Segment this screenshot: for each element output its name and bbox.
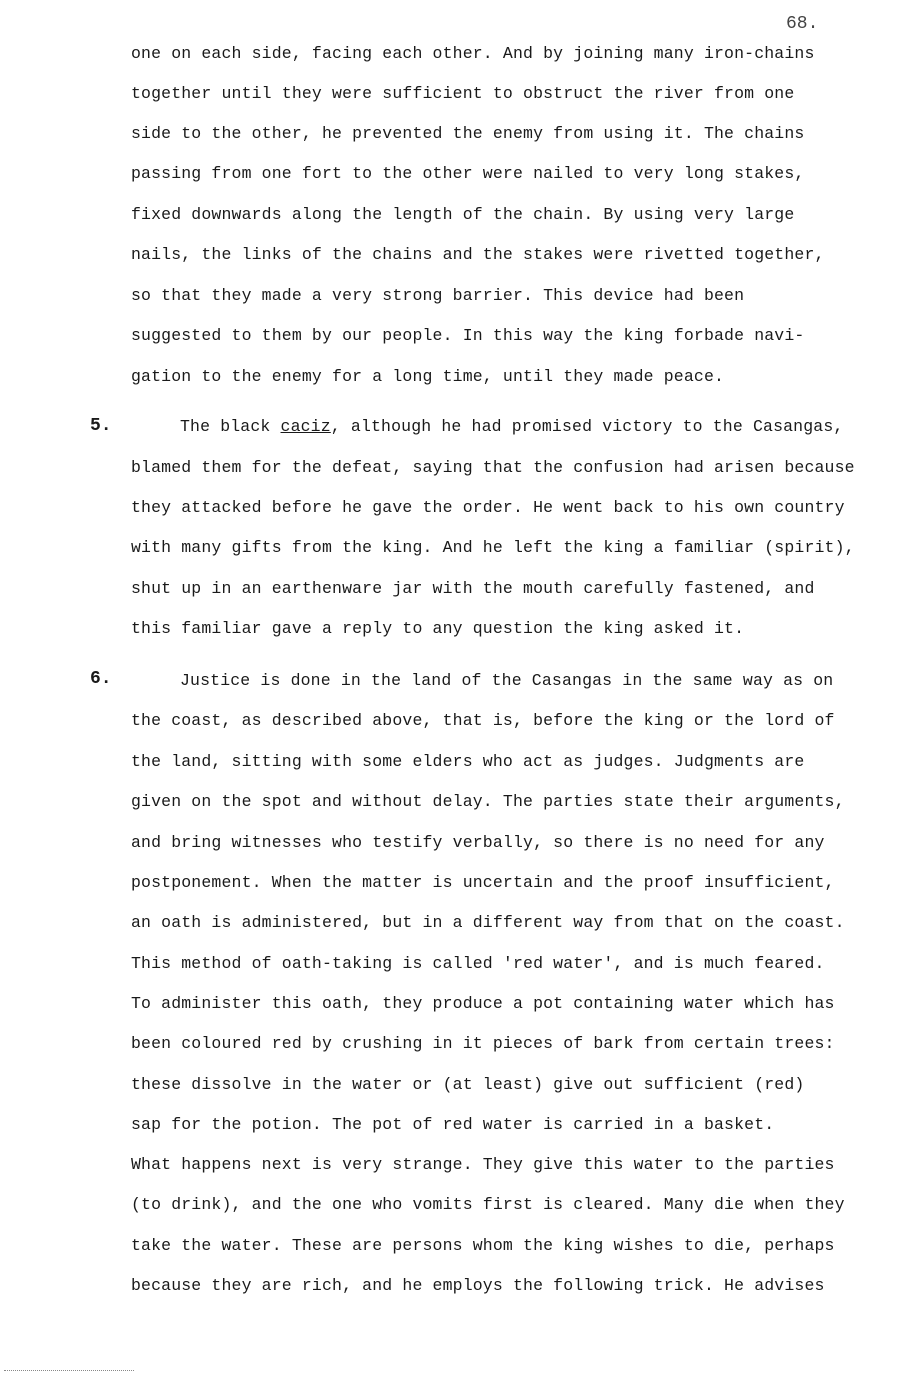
text-line: sap for the potion. The pot of red water is carried in a basket.	[131, 1115, 775, 1134]
text-line: passing from one fort to the other were nailed to very long stakes,	[131, 164, 805, 183]
paragraph-number-5: 5.	[90, 416, 112, 436]
text-line: gation to the enemy for a long time, until they made peace.	[131, 367, 725, 386]
text-line: given on the spot and without delay. The parties state their arguments,	[131, 792, 845, 811]
underlined-term: caciz	[280, 417, 331, 436]
text-line: so that they made a very strong barrier. This device had been	[131, 286, 745, 305]
text-line: nails, the links of the chains and the stakes were rivetted together,	[131, 245, 825, 264]
text-segment: , although he had promised victory to the Casangas,	[330, 417, 844, 436]
text-line: shut up in an earthenware jar with the mouth carefully fastened, and	[131, 579, 815, 598]
text-line: postponement. When the matter is uncertain and the proof insufficient,	[131, 873, 835, 892]
scan-edge-mark	[4, 1370, 134, 1371]
text-line: blamed them for the defeat, saying that the confusion had arisen because	[131, 458, 855, 477]
text-line: these dissolve in the water or (at least) give out sufficient (red)	[131, 1075, 805, 1094]
text-line: Justice is done in the land of the Casangas in the same way as on	[180, 671, 834, 690]
text-line: one on each side, facing each other. And by joining many iron-chains	[131, 44, 815, 63]
text-line: suggested to them by our people. In this way the king forbade navi-	[131, 326, 805, 345]
text-line: To administer this oath, they produce a pot containing water which has	[131, 994, 835, 1013]
paragraph-number-6: 6.	[90, 669, 112, 689]
text-line: side to the other, he prevented the enemy from using it. The chains	[131, 124, 805, 143]
text-line: fixed downwards along the length of the chain. By using very large	[131, 205, 795, 224]
text-line: (to drink), and the one who vomits first is cleared. Many die when they	[131, 1195, 845, 1214]
page-number: 68.	[786, 14, 819, 34]
text-line: take the water. These are persons whom the king wishes to die, perhaps	[131, 1236, 835, 1255]
text-line: with many gifts from the king. And he left the king a familiar (spirit),	[131, 538, 855, 557]
text-line: an oath is administered, but in a different way from that on the coast.	[131, 913, 845, 932]
text-line: This method of oath-taking is called 'red water', and is much feared.	[131, 954, 825, 973]
text-line: this familiar gave a reply to any question the king asked it.	[131, 619, 745, 638]
text-line: they attacked before he gave the order. He went back to his own country	[131, 498, 845, 517]
text-line: What happens next is very strange. They give this water to the parties	[131, 1155, 835, 1174]
text-line: been coloured red by crushing in it pieces of bark from certain trees:	[131, 1034, 835, 1053]
text-line	[180, 417, 843, 436]
text-line: because they are rich, and he employs the following trick. He advises	[131, 1276, 825, 1295]
text-line: the coast, as described above, that is, before the king or the lord of	[131, 711, 835, 730]
text-line: and bring witnesses who testify verbally, so there is no need for any	[131, 833, 825, 852]
text-line: the land, sitting with some elders who act as judges. Judgments are	[131, 752, 805, 771]
text-line: together until they were sufficient to obstruct the river from one	[131, 84, 795, 103]
text-segment: The black	[180, 417, 281, 436]
